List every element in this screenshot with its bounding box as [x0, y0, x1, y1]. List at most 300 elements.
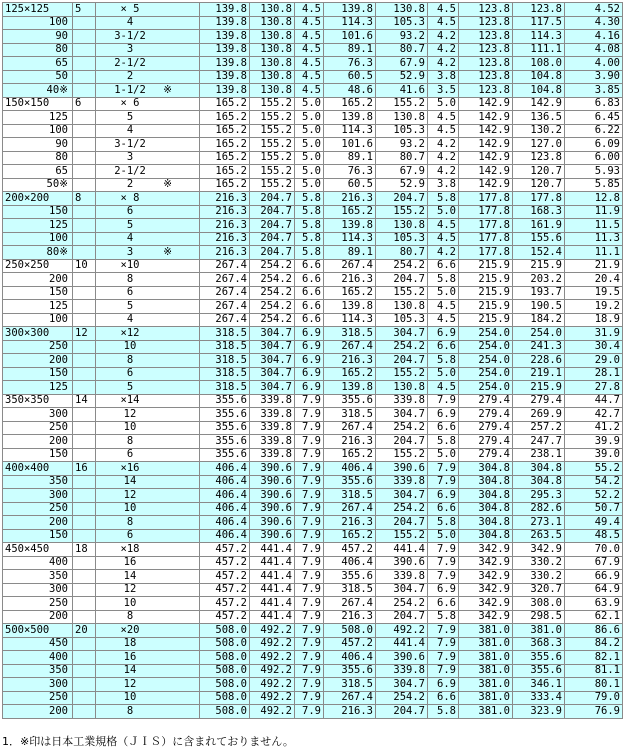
nominal-size-cell: 250 — [3, 421, 73, 435]
value-cell: 304.7 — [250, 327, 295, 341]
table-row — [3, 691, 623, 705]
branch-size-cell — [96, 30, 200, 44]
branch-size-text: 8 — [126, 434, 134, 447]
value-cell: 139.8 — [200, 70, 250, 84]
inch-size-cell: 14 — [73, 394, 96, 408]
value-cell: 155.2 — [376, 529, 428, 543]
value-cell: 318.5 — [324, 583, 376, 597]
value-cell: 5.0 — [428, 367, 459, 381]
table-row — [3, 259, 623, 273]
inch-size-cell — [73, 151, 96, 165]
table-row — [3, 421, 623, 435]
value-cell: 89.1 — [324, 151, 376, 165]
value-cell: 318.5 — [324, 489, 376, 503]
branch-size-cell — [96, 151, 200, 165]
value-cell: 93.2 — [376, 30, 428, 44]
branch-size-cell — [96, 192, 200, 206]
value-cell: 216.3 — [324, 516, 376, 530]
value-cell: 155.2 — [250, 178, 295, 192]
value-cell: 136.5 — [513, 111, 565, 125]
nominal-size-cell: 350 — [3, 475, 73, 489]
table-row — [3, 543, 623, 557]
value-cell: 355.6 — [200, 394, 250, 408]
value-cell: 4.5 — [428, 124, 459, 138]
value-cell: 318.5 — [200, 367, 250, 381]
value-cell: 330.2 — [513, 570, 565, 584]
value-cell: 7.9 — [428, 664, 459, 678]
value-cell: 80.7 — [376, 43, 428, 57]
branch-size-text: 2 — [126, 178, 134, 191]
nominal-size-cell: 250 — [3, 597, 73, 611]
value-cell: 108.0 — [513, 57, 565, 71]
table-row — [3, 138, 623, 152]
value-cell: 492.2 — [250, 705, 295, 719]
branch-size-text: 2-1/2 — [114, 164, 146, 177]
value-cell: 254.2 — [376, 691, 428, 705]
branch-size-text: 10 — [123, 691, 137, 704]
value-cell: 304.8 — [459, 475, 513, 489]
value-cell: 339.8 — [250, 394, 295, 408]
value-cell: 257.2 — [513, 421, 565, 435]
table-row — [3, 705, 623, 719]
value-cell: 304.7 — [250, 340, 295, 354]
value-cell: 204.7 — [376, 516, 428, 530]
value-cell: 342.9 — [459, 543, 513, 557]
branch-size-cell — [96, 448, 200, 462]
value-cell: 219.1 — [513, 367, 565, 381]
value-cell: 204.7 — [376, 705, 428, 719]
branch-size-cell — [96, 610, 200, 624]
table-row — [3, 502, 623, 516]
branch-size-text: 10 — [123, 421, 137, 434]
branch-size-cell — [96, 111, 200, 125]
value-cell: 6.9 — [428, 583, 459, 597]
branch-size-text: 4 — [126, 313, 134, 326]
value-cell: 67.9 — [376, 165, 428, 179]
value-cell: 254.2 — [250, 313, 295, 327]
value-cell: 204.7 — [250, 219, 295, 233]
value-cell: 142.9 — [459, 165, 513, 179]
value-cell: 339.8 — [250, 448, 295, 462]
branch-size-text: 14 — [123, 475, 137, 488]
value-cell: 4.5 — [428, 381, 459, 395]
inch-size-cell — [73, 178, 96, 192]
value-cell: 127.0 — [513, 138, 565, 152]
value-cell: 190.5 — [513, 300, 565, 314]
value-cell: 19.2 — [565, 300, 623, 314]
value-cell: 4.5 — [428, 313, 459, 327]
value-cell: 304.8 — [513, 475, 565, 489]
value-cell: 304.8 — [459, 516, 513, 530]
value-cell: 155.2 — [376, 97, 428, 111]
value-cell: 7.9 — [295, 624, 324, 638]
value-cell: 330.2 — [513, 556, 565, 570]
value-cell: 441.4 — [250, 610, 295, 624]
nominal-size-cell: 250 — [3, 691, 73, 705]
value-cell: 7.9 — [295, 435, 324, 449]
value-cell: 114.3 — [324, 232, 376, 246]
value-cell: 5.0 — [295, 165, 324, 179]
value-cell: 3.90 — [565, 70, 623, 84]
value-cell: 355.6 — [200, 421, 250, 435]
value-cell: 406.4 — [324, 651, 376, 665]
value-cell: 406.4 — [324, 462, 376, 476]
value-cell: 441.4 — [250, 583, 295, 597]
nominal-size-cell: 500×500 — [3, 624, 73, 638]
inch-size-cell — [73, 43, 96, 57]
value-cell: 406.4 — [200, 502, 250, 516]
value-cell: 304.7 — [250, 367, 295, 381]
branch-size-cell — [96, 664, 200, 678]
branch-size-text: 8 — [126, 610, 134, 623]
value-cell: 139.8 — [200, 3, 250, 17]
value-cell: 11.1 — [565, 246, 623, 260]
nominal-size-cell: 100 — [3, 313, 73, 327]
branch-size-cell — [96, 705, 200, 719]
value-cell: 295.3 — [513, 489, 565, 503]
branch-size-text: × 5 — [120, 2, 140, 15]
inch-size-cell: 8 — [73, 192, 96, 206]
value-cell: 247.7 — [513, 435, 565, 449]
inch-size-cell — [73, 124, 96, 138]
value-cell: 4.5 — [295, 30, 324, 44]
value-cell: 155.2 — [250, 165, 295, 179]
nominal-size-cell: 125 — [3, 381, 73, 395]
branch-size-cell — [96, 313, 200, 327]
branch-size-text: 6 — [126, 367, 134, 380]
value-cell: 12.8 — [565, 192, 623, 206]
value-cell: 406.4 — [200, 489, 250, 503]
nominal-size-cell: 100 — [3, 232, 73, 246]
value-cell: 6.6 — [428, 597, 459, 611]
branch-size-text: 12 — [123, 488, 137, 501]
value-cell: 123.8 — [459, 3, 513, 17]
value-cell: 104.8 — [513, 84, 565, 98]
value-cell: 161.9 — [513, 219, 565, 233]
inch-size-cell — [73, 30, 96, 44]
value-cell: 139.8 — [200, 57, 250, 71]
value-cell: 254.2 — [250, 300, 295, 314]
table-row — [3, 327, 623, 341]
branch-size-text: 6 — [126, 448, 134, 461]
value-cell: 55.2 — [565, 462, 623, 476]
value-cell: 44.7 — [565, 394, 623, 408]
branch-size-cell — [96, 381, 200, 395]
branch-size-text: 5 — [126, 218, 134, 231]
branch-size-text: 4 — [126, 232, 134, 245]
value-cell: 6.6 — [428, 691, 459, 705]
value-cell: 81.1 — [565, 664, 623, 678]
inch-size-cell — [73, 408, 96, 422]
branch-size-cell — [96, 637, 200, 651]
branch-size-cell — [96, 327, 200, 341]
value-cell: 64.9 — [565, 583, 623, 597]
nominal-size-cell: 150×150 — [3, 97, 73, 111]
value-cell: 7.9 — [295, 408, 324, 422]
value-cell: 5.0 — [295, 111, 324, 125]
value-cell: 60.5 — [324, 178, 376, 192]
branch-size-text: 12 — [123, 583, 137, 596]
value-cell: 4.2 — [428, 246, 459, 260]
value-cell: 254.2 — [376, 502, 428, 516]
value-cell: 70.0 — [565, 543, 623, 557]
value-cell: 155.2 — [376, 286, 428, 300]
pipe-dimension-table — [2, 2, 623, 719]
branch-size-text: 4 — [126, 16, 134, 29]
value-cell: 5.0 — [428, 448, 459, 462]
value-cell: 165.2 — [200, 97, 250, 111]
inch-size-cell — [73, 516, 96, 530]
inch-size-cell — [73, 651, 96, 665]
nominal-size-cell: 350 — [3, 570, 73, 584]
value-cell: 111.1 — [513, 43, 565, 57]
branch-size-cell — [96, 394, 200, 408]
value-cell: 406.4 — [200, 475, 250, 489]
nominal-size-cell: 300 — [3, 678, 73, 692]
value-cell: 7.9 — [295, 678, 324, 692]
value-cell: 355.6 — [200, 448, 250, 462]
table-row — [3, 70, 623, 84]
value-cell: 6.22 — [565, 124, 623, 138]
value-cell: 441.4 — [250, 570, 295, 584]
branch-size-text: 5 — [126, 380, 134, 393]
value-cell: 114.3 — [324, 124, 376, 138]
value-cell: 5.8 — [428, 610, 459, 624]
nominal-size-cell: 300 — [3, 583, 73, 597]
value-cell: 142.9 — [459, 151, 513, 165]
value-cell: 216.3 — [200, 192, 250, 206]
branch-size-text: 1-1/2 — [114, 83, 146, 96]
table-row — [3, 394, 623, 408]
value-cell: 165.2 — [200, 178, 250, 192]
value-cell: 254.0 — [513, 327, 565, 341]
value-cell: 123.8 — [513, 151, 565, 165]
value-cell: 355.6 — [513, 664, 565, 678]
branch-size-cell — [96, 273, 200, 287]
value-cell: 267.4 — [200, 259, 250, 273]
value-cell: 123.8 — [459, 70, 513, 84]
value-cell: 76.9 — [565, 705, 623, 719]
value-cell: 4.2 — [428, 57, 459, 71]
table-row — [3, 43, 623, 57]
value-cell: 457.2 — [324, 637, 376, 651]
value-cell: 254.0 — [459, 327, 513, 341]
value-cell: 492.2 — [250, 664, 295, 678]
value-cell: 80.1 — [565, 678, 623, 692]
value-cell: 7.9 — [428, 570, 459, 584]
value-cell: 5.93 — [565, 165, 623, 179]
table-row — [3, 462, 623, 476]
value-cell: 355.6 — [324, 570, 376, 584]
non-jis-mark: ※ — [163, 245, 172, 258]
value-cell: 84.2 — [565, 637, 623, 651]
branch-size-cell — [96, 597, 200, 611]
inch-size-cell — [73, 475, 96, 489]
value-cell: 381.0 — [459, 624, 513, 638]
value-cell: 339.8 — [376, 475, 428, 489]
branch-size-cell — [96, 529, 200, 543]
value-cell: 7.9 — [295, 583, 324, 597]
value-cell: 390.6 — [250, 475, 295, 489]
value-cell: 48.5 — [565, 529, 623, 543]
value-cell: 5.8 — [428, 354, 459, 368]
value-cell: 130.8 — [250, 16, 295, 30]
value-cell: 5.8 — [428, 516, 459, 530]
inch-size-cell — [73, 705, 96, 719]
value-cell: 165.2 — [200, 165, 250, 179]
value-cell: 7.9 — [295, 691, 324, 705]
inch-size-cell — [73, 313, 96, 327]
nominal-size-cell: 90 — [3, 30, 73, 44]
nominal-size-cell: 400×400 — [3, 462, 73, 476]
branch-size-cell — [96, 286, 200, 300]
branch-size-cell — [96, 556, 200, 570]
table-row — [3, 16, 623, 30]
value-cell: 204.7 — [250, 192, 295, 206]
value-cell: 48.6 — [324, 84, 376, 98]
branch-size-text: 10 — [123, 596, 137, 609]
value-cell: 7.9 — [295, 475, 324, 489]
value-cell: 390.6 — [250, 489, 295, 503]
nominal-size-cell: 80※ — [3, 246, 73, 260]
value-cell: 114.3 — [513, 30, 565, 44]
inch-size-cell — [73, 502, 96, 516]
value-cell: 11.5 — [565, 219, 623, 233]
nominal-size-cell: 200 — [3, 516, 73, 530]
value-cell: 4.5 — [295, 57, 324, 71]
branch-size-cell — [96, 340, 200, 354]
value-cell: 165.2 — [200, 138, 250, 152]
value-cell: 304.8 — [459, 462, 513, 476]
value-cell: 139.8 — [200, 84, 250, 98]
value-cell: 215.9 — [513, 381, 565, 395]
nominal-size-cell: 200 — [3, 610, 73, 624]
value-cell: 52.2 — [565, 489, 623, 503]
value-cell: 4.5 — [428, 111, 459, 125]
table-row — [3, 678, 623, 692]
nominal-size-cell: 250×250 — [3, 259, 73, 273]
inch-size-cell: 12 — [73, 327, 96, 341]
value-cell: 254.2 — [250, 286, 295, 300]
value-cell: 155.2 — [376, 205, 428, 219]
inch-size-cell — [73, 57, 96, 71]
value-cell: 165.2 — [200, 151, 250, 165]
table-row — [3, 340, 623, 354]
value-cell: 492.2 — [250, 651, 295, 665]
value-cell: 342.9 — [459, 570, 513, 584]
value-cell: 279.4 — [459, 394, 513, 408]
branch-size-text: 5 — [126, 299, 134, 312]
inch-size-cell — [73, 70, 96, 84]
table-row — [3, 84, 623, 98]
value-cell: 267.4 — [200, 300, 250, 314]
value-cell: 6.9 — [295, 367, 324, 381]
value-cell: 123.8 — [459, 30, 513, 44]
value-cell: 318.5 — [200, 381, 250, 395]
table-row — [3, 286, 623, 300]
branch-size-cell — [96, 624, 200, 638]
value-cell: 355.6 — [513, 651, 565, 665]
value-cell: 6.83 — [565, 97, 623, 111]
branch-size-cell — [96, 300, 200, 314]
nominal-size-cell: 200 — [3, 705, 73, 719]
value-cell: 39.9 — [565, 435, 623, 449]
branch-size-text: 16 — [123, 556, 137, 569]
value-cell: 30.4 — [565, 340, 623, 354]
branch-size-cell — [96, 475, 200, 489]
branch-size-cell — [96, 691, 200, 705]
value-cell: 216.3 — [324, 610, 376, 624]
inch-size-cell — [73, 286, 96, 300]
value-cell: 5.85 — [565, 178, 623, 192]
value-cell: 5.0 — [295, 124, 324, 138]
value-cell: 120.7 — [513, 165, 565, 179]
value-cell: 215.9 — [459, 273, 513, 287]
nominal-size-cell: 300 — [3, 489, 73, 503]
value-cell: 79.0 — [565, 691, 623, 705]
value-cell: 5.0 — [295, 138, 324, 152]
value-cell: 406.4 — [200, 462, 250, 476]
value-cell: 254.0 — [459, 381, 513, 395]
value-cell: 62.1 — [565, 610, 623, 624]
value-cell: 267.4 — [324, 691, 376, 705]
value-cell: 304.7 — [250, 381, 295, 395]
value-cell: 130.8 — [250, 84, 295, 98]
value-cell: 165.2 — [324, 286, 376, 300]
value-cell: 3.8 — [428, 70, 459, 84]
table-row — [3, 151, 623, 165]
value-cell: 216.3 — [200, 205, 250, 219]
inch-size-cell — [73, 529, 96, 543]
value-cell: 7.9 — [295, 462, 324, 476]
value-cell: 130.8 — [250, 57, 295, 71]
inch-size-cell — [73, 678, 96, 692]
value-cell: 318.5 — [324, 327, 376, 341]
branch-size-cell — [96, 124, 200, 138]
branch-size-cell — [96, 219, 200, 233]
value-cell: 4.5 — [428, 3, 459, 17]
value-cell: 254.0 — [459, 367, 513, 381]
value-cell: 320.7 — [513, 583, 565, 597]
branch-size-text: 2-1/2 — [114, 56, 146, 69]
table-row — [3, 124, 623, 138]
branch-size-cell — [96, 84, 200, 98]
value-cell: 11.3 — [565, 232, 623, 246]
value-cell: 318.5 — [200, 354, 250, 368]
value-cell: 123.8 — [459, 43, 513, 57]
nominal-size-cell: 100 — [3, 16, 73, 30]
value-cell: 254.2 — [250, 259, 295, 273]
value-cell: 7.9 — [428, 543, 459, 557]
value-cell: 7.9 — [295, 597, 324, 611]
branch-size-cell — [96, 651, 200, 665]
value-cell: 4.5 — [295, 3, 324, 17]
nominal-size-cell: 90 — [3, 138, 73, 152]
value-cell: 267.4 — [200, 273, 250, 287]
value-cell: 492.2 — [250, 691, 295, 705]
value-cell: 238.1 — [513, 448, 565, 462]
inch-size-cell: 6 — [73, 97, 96, 111]
table-row — [3, 354, 623, 368]
branch-size-cell — [96, 489, 200, 503]
value-cell: 4.5 — [295, 16, 324, 30]
value-cell: 114.3 — [324, 313, 376, 327]
value-cell: 7.9 — [295, 570, 324, 584]
branch-size-cell — [96, 246, 200, 260]
value-cell: 304.8 — [513, 462, 565, 476]
value-cell: 7.9 — [295, 516, 324, 530]
value-cell: 42.7 — [565, 408, 623, 422]
